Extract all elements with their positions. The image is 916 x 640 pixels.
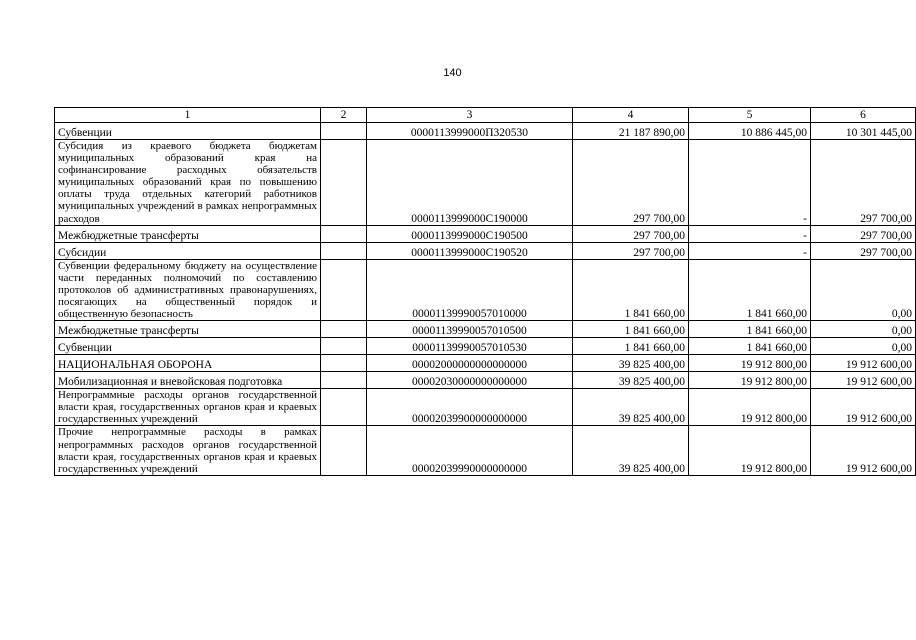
table-row: [55, 321, 916, 338]
row-col2: [321, 242, 367, 259]
row-col2: [321, 338, 367, 355]
row-amount-6: 0,00: [811, 321, 916, 338]
row-name: Прочие непрограммные расходы в рамках непрограммных расходов органов государственной власти края, государственных органов края и краевых государственных учреждений: [55, 426, 321, 475]
row-amount-4: 297 700,00: [573, 225, 689, 242]
row-name: Субвенции: [55, 123, 321, 140]
row-amount-6: 297 700,00: [811, 140, 916, 226]
row-amount-4: 1 841 660,00: [573, 321, 689, 338]
row-amount-4: 1 841 660,00: [573, 259, 689, 320]
row-amount-6: 297 700,00: [811, 225, 916, 242]
table-row: [55, 355, 916, 372]
row-col2: [321, 259, 367, 320]
page-number: 140: [443, 67, 462, 79]
row-name: Субсидии: [55, 242, 321, 259]
row-col2: [321, 225, 367, 242]
table-row: [55, 259, 916, 320]
row-amount-6: 10 301 445,00: [811, 123, 916, 140]
row-name: НАЦИОНАЛЬНАЯ ОБОРОНА: [55, 355, 321, 372]
column-header-5: 5: [689, 108, 811, 123]
row-amount-6: 19 912 600,00: [811, 372, 916, 389]
table-row: [55, 372, 916, 389]
column-header-2: 2: [321, 108, 367, 123]
row-code: 0000113999000С190520: [367, 242, 573, 259]
table-row: [55, 389, 916, 426]
row-amount-5: 1 841 660,00: [689, 259, 811, 320]
row-amount-4: 297 700,00: [573, 140, 689, 226]
table-row: [55, 338, 916, 355]
row-amount-5: -: [689, 242, 811, 259]
table-row: [55, 426, 916, 475]
row-code: 00002030000000000000: [367, 372, 573, 389]
row-col2: [321, 372, 367, 389]
column-header-1: 1: [55, 108, 321, 123]
row-amount-5: -: [689, 140, 811, 226]
row-amount-4: 1 841 660,00: [573, 338, 689, 355]
row-code: 00002039900000000000: [367, 389, 573, 426]
row-amount-5: 10 886 445,00: [689, 123, 811, 140]
row-name: Межбюджетные трансферты: [55, 321, 321, 338]
row-col2: [321, 321, 367, 338]
row-amount-6: 0,00: [811, 338, 916, 355]
row-amount-5: 1 841 660,00: [689, 338, 811, 355]
row-amount-6: 0,00: [811, 259, 916, 320]
table-row: [55, 225, 916, 242]
row-amount-5: 19 912 800,00: [689, 355, 811, 372]
row-col2: [321, 123, 367, 140]
row-code: 0000113999000С190500: [367, 225, 573, 242]
table-row: [55, 242, 916, 259]
row-amount-4: 21 187 890,00: [573, 123, 689, 140]
table-header-row: [55, 108, 916, 123]
budget-table: [54, 107, 916, 476]
row-name: Межбюджетные трансферты: [55, 225, 321, 242]
row-amount-4: 39 825 400,00: [573, 426, 689, 475]
row-code: 0000113999000П320530: [367, 123, 573, 140]
row-name: Субвенции: [55, 338, 321, 355]
row-col2: [321, 140, 367, 226]
row-code: 0000113999000С190000: [367, 140, 573, 226]
row-code: 00001139990057010000: [367, 259, 573, 320]
column-header-6: 6: [811, 108, 916, 123]
table-row: [55, 123, 916, 140]
row-col2: [321, 426, 367, 475]
row-amount-5: -: [689, 225, 811, 242]
row-amount-6: 19 912 600,00: [811, 389, 916, 426]
column-header-3: 3: [367, 108, 573, 123]
column-header-4: 4: [573, 108, 689, 123]
row-col2: [321, 389, 367, 426]
row-amount-5: 19 912 800,00: [689, 372, 811, 389]
row-amount-6: 297 700,00: [811, 242, 916, 259]
row-amount-5: 1 841 660,00: [689, 321, 811, 338]
row-name: Непрограммные расходы органов государственной власти края, государственных органов края и краевых государственных учреждений: [55, 389, 321, 426]
row-amount-4: 39 825 400,00: [573, 355, 689, 372]
row-amount-4: 297 700,00: [573, 242, 689, 259]
row-name: Субсидия из краевого бюджета бюджетам муниципальных образований края на софинансирование расходных обязательств муниципальных образований края по повышению оплаты труда отдельных категорий работников муниципальных учреждений в рамках непрограммных расходов: [55, 140, 321, 226]
row-amount-4: 39 825 400,00: [573, 389, 689, 426]
row-amount-5: 19 912 800,00: [689, 426, 811, 475]
row-code: 00002000000000000000: [367, 355, 573, 372]
row-code: 00001139990057010500: [367, 321, 573, 338]
row-name: Субвенции федеральному бюджету на осуществление части переданных полномочий по составлению протоколов об административных правонарушениях, посягающих на общественный порядок и общественную безопасность: [55, 259, 321, 320]
row-amount-6: 19 912 600,00: [811, 355, 916, 372]
row-amount-6: 19 912 600,00: [811, 426, 916, 475]
row-col2: [321, 355, 367, 372]
row-amount-5: 19 912 800,00: [689, 389, 811, 426]
row-code: 00001139990057010530: [367, 338, 573, 355]
row-name: Мобилизационная и вневойсковая подготовка: [55, 372, 321, 389]
row-code: 00002039990000000000: [367, 426, 573, 475]
row-amount-4: 39 825 400,00: [573, 372, 689, 389]
table-row: [55, 140, 916, 226]
